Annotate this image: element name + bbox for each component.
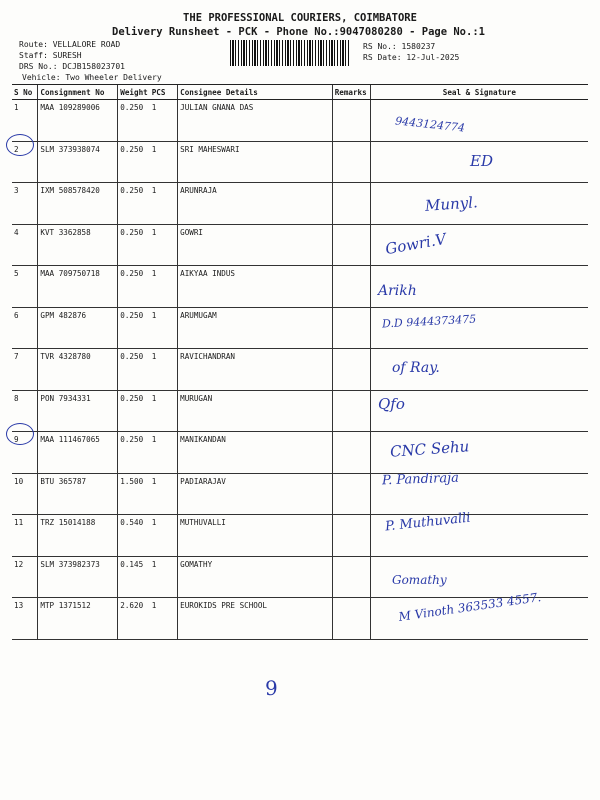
company-title: THE PROFESSIONAL COURIERS, COIMBATORE	[183, 12, 417, 24]
staff: Staff: SURESH	[19, 51, 82, 60]
cell-cno: SLM 373982373	[38, 556, 118, 598]
table-row	[12, 432, 588, 474]
cell-sig	[370, 183, 588, 225]
signature-row-6: D.D 9444373475	[381, 312, 477, 331]
col-remarks: Remarks	[332, 85, 370, 100]
signature-row-1: 9443124774	[394, 114, 466, 135]
cell-sno: 3	[12, 183, 38, 225]
cell-name: GOMATHY	[178, 556, 333, 598]
cell-pcs: 1	[150, 307, 178, 349]
vehicle: Vehicle: Two Wheeler Delivery	[22, 73, 162, 82]
col-pcs: PCS	[150, 85, 178, 100]
route: Route: VELLALORE ROAD	[19, 40, 121, 49]
table-header	[12, 85, 588, 100]
cell-cno: PON 7934331	[38, 390, 118, 432]
table-row	[12, 100, 588, 142]
cell-remarks	[332, 349, 370, 391]
cell-weight: 0.250	[118, 100, 150, 142]
cell-name: ARUNRAJA	[178, 183, 333, 225]
cell-name: AIKYAA INDUS	[178, 266, 333, 308]
table-row	[12, 473, 588, 515]
cell-name: MUTHUVALLI	[178, 515, 333, 557]
table-row	[12, 141, 588, 183]
cell-weight: 2.620	[118, 598, 150, 640]
signature-row-3: Munyl.	[424, 193, 479, 215]
cell-remarks	[332, 183, 370, 225]
rs-date: RS Date: 12-Jul-2025	[363, 53, 460, 62]
cell-name: PADIARAJAV	[178, 473, 333, 515]
cell-weight: 0.250	[118, 349, 150, 391]
cell-weight: 0.250	[118, 307, 150, 349]
cell-pcs: 1	[150, 556, 178, 598]
cell-remarks	[332, 100, 370, 142]
cell-sno: 11	[12, 515, 38, 557]
signature-row-11: P. Muthuvalli	[384, 510, 472, 535]
table-row	[12, 390, 588, 432]
table-row	[12, 307, 588, 349]
cell-weight: 0.540	[118, 515, 150, 557]
signature-row-10: P. Pandiraja	[381, 470, 460, 489]
col-consignment: Consignment No	[38, 85, 118, 100]
cell-remarks	[332, 556, 370, 598]
cell-cno: GPM 482876	[38, 307, 118, 349]
cell-remarks	[332, 224, 370, 266]
cell-remarks	[332, 473, 370, 515]
row-9-circle	[6, 423, 34, 445]
cell-sno: 8	[12, 390, 38, 432]
cell-pcs: 1	[150, 515, 178, 557]
page-mark: 9	[265, 676, 278, 700]
cell-cno: KVT 3362858	[38, 224, 118, 266]
signature-row-9: CNC Sehu	[389, 437, 470, 461]
cell-sno: 1	[12, 100, 38, 142]
cell-sno: 2	[12, 141, 38, 183]
cell-cno: TRZ 15014188	[38, 515, 118, 557]
cell-name: JULIAN GNANA DAS	[178, 100, 333, 142]
signature-row-7: of Ray.	[392, 360, 440, 376]
table-row	[12, 183, 588, 225]
cell-remarks	[332, 266, 370, 308]
table-row	[12, 224, 588, 266]
cell-weight: 0.250	[118, 141, 150, 183]
signature-row-12: Gomathy	[392, 573, 447, 587]
rs-number: RS No.: 1580237	[363, 42, 436, 51]
table-row	[12, 556, 588, 598]
cell-pcs: 1	[150, 266, 178, 308]
col-sno: S No	[12, 85, 38, 100]
row-2-circle	[6, 134, 34, 156]
cell-name: EUROKIDS PRE SCHOOL	[178, 598, 333, 640]
signature-row-13: M Vinoth 363533 4557.	[397, 590, 542, 624]
cell-cno: IXM 508578420	[38, 183, 118, 225]
col-consignee: Consignee Details	[178, 85, 333, 100]
cell-name: MURUGAN	[178, 390, 333, 432]
cell-cno: MAA 111467065	[38, 432, 118, 474]
cell-sno: 13	[12, 598, 38, 640]
cell-name: ARUMUGAM	[178, 307, 333, 349]
cell-pcs: 1	[150, 224, 178, 266]
cell-pcs: 1	[150, 390, 178, 432]
col-signature: Seal & Signature	[370, 85, 588, 100]
cell-cno: MAA 109289006	[38, 100, 118, 142]
cell-weight: 0.250	[118, 390, 150, 432]
cell-remarks	[332, 432, 370, 474]
cell-name: MANIKANDAN	[178, 432, 333, 474]
cell-sno: 9	[12, 432, 38, 474]
cell-remarks	[332, 390, 370, 432]
table-row	[12, 349, 588, 391]
cell-remarks	[332, 515, 370, 557]
signature-row-5: Arikh	[378, 283, 417, 299]
cell-sno: 4	[12, 224, 38, 266]
cell-pcs: 1	[150, 183, 178, 225]
cell-weight: 0.250	[118, 432, 150, 474]
cell-pcs: 1	[150, 473, 178, 515]
cell-name: SRI MAHESWARI	[178, 141, 333, 183]
cell-cno: MAA 709750718	[38, 266, 118, 308]
cell-weight: 0.250	[118, 183, 150, 225]
cell-sno: 5	[12, 266, 38, 308]
cell-weight: 1.500	[118, 473, 150, 515]
cell-pcs: 1	[150, 598, 178, 640]
cell-cno: TVR 4328780	[38, 349, 118, 391]
cell-cno: MTP 1371512	[38, 598, 118, 640]
cell-weight: 0.250	[118, 224, 150, 266]
cell-sno: 7	[12, 349, 38, 391]
signature-row-4: Gowri.V	[383, 229, 448, 259]
cell-sno: 10	[12, 473, 38, 515]
cell-sno: 6	[12, 307, 38, 349]
cell-pcs: 1	[150, 349, 178, 391]
table-row	[12, 266, 588, 308]
cell-sno: 12	[12, 556, 38, 598]
cell-name: GOWRI	[178, 224, 333, 266]
cell-remarks	[332, 307, 370, 349]
drs-number: DRS No.: DCJB158023701	[19, 62, 125, 71]
cell-pcs: 1	[150, 141, 178, 183]
runsheet-table	[12, 84, 588, 640]
cell-weight: 0.145	[118, 556, 150, 598]
signature-row-8: Qfo	[378, 395, 405, 413]
cell-pcs: 1	[150, 432, 178, 474]
cell-cno: BTU 365787	[38, 473, 118, 515]
barcode	[230, 40, 350, 66]
cell-name: RAVICHANDRAN	[178, 349, 333, 391]
col-weight: Weight	[118, 85, 150, 100]
signature-row-2: ED	[470, 152, 493, 170]
cell-weight: 0.250	[118, 266, 150, 308]
cell-remarks	[332, 598, 370, 640]
runsheet-subtitle: Delivery Runsheet - PCK - Phone No.:9047080280 - Page No.:1	[112, 26, 485, 38]
table-row	[12, 515, 588, 557]
cell-pcs: 1	[150, 100, 178, 142]
cell-cno: SLM 373938074	[38, 141, 118, 183]
cell-remarks	[332, 141, 370, 183]
